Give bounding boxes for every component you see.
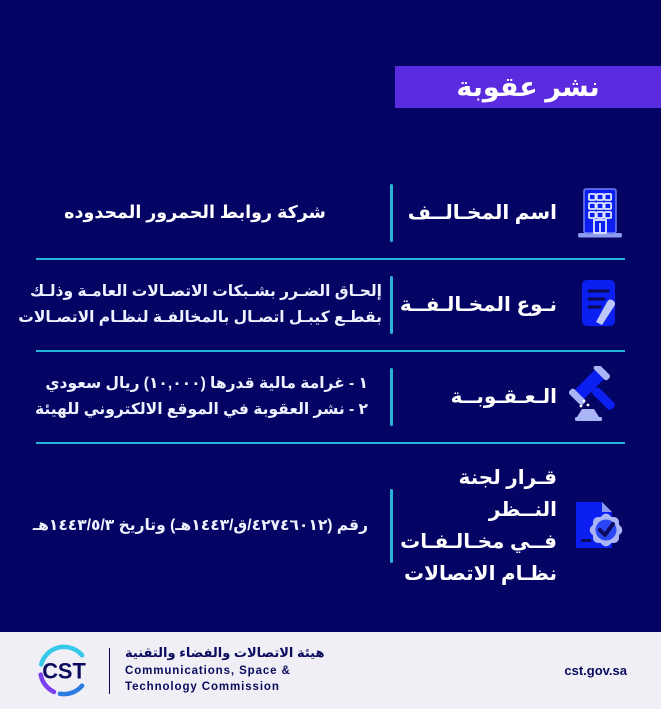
website-url: cst.gov.sa [564,663,627,678]
violator-name-label [393,197,561,229]
content-line: شركة روابط الحمرور المحدوده [64,202,326,223]
org-name-arabic: هيئة الاتصالات والفضاء والتقنية [125,645,325,661]
cst-logo-mark [34,644,94,697]
violator-name-value [0,198,390,228]
violation-type-value [0,279,390,332]
content-line: ١ - غرامة مالية قدرها (١٠,٠٠٠) ريال سعودي [45,374,368,392]
banner-title: نشر عقوبة [456,71,600,102]
row-penalty [0,352,661,442]
label-line: قـرار لجنة النــظر [458,467,557,521]
building-icon [569,182,631,244]
cst-logo [34,644,325,697]
label-line: فــي مخـالـفـات [400,531,557,553]
content-line: ٢ - نشر العقوبة في الموقع الالكتروني للهيئة [34,401,368,418]
label-line: نـوع المخـالـفــة [399,294,557,316]
penalty-label [393,381,561,413]
row-committee-decision [0,444,661,608]
row-violator-name [0,168,661,258]
org-names [125,645,325,695]
gavel-icon [569,366,631,428]
committee-decision-label [393,462,561,590]
label-line: اسم المخـالــف [407,202,557,224]
cst-logo-text: CST [42,658,86,684]
label-line: الـعـقـوبــة [450,386,557,408]
violation-type-label [393,289,561,321]
row-violation-type [0,260,661,350]
content-line: بقطـع كيبـل اتصـال بالمخالفـة لنظـام الاتصـالات [18,309,382,326]
org-name-english-line2: Technology Commission [125,681,280,693]
content-line: رقم (٤٢٧٤٦٠١٢/ق/١٤٤٣هـ) وتاريخ ١٤٤٣/٥/٣هـ [32,516,368,534]
document-pen-icon [569,274,631,336]
info-rows [0,168,661,608]
label-line: نظـام الاتصالات [403,563,557,585]
org-name-english-line1: Communications, Space & [125,665,291,678]
content-line: إلحـاق الضـرر بشـبكات الاتصـالات العامـة وذلـك [29,282,382,300]
footer [0,632,661,709]
logo-divider [109,648,110,694]
decision-number-value [0,513,390,539]
document-gear-check-icon [569,495,631,557]
penalty-publication-banner [395,66,661,108]
penalty-value [0,371,390,424]
